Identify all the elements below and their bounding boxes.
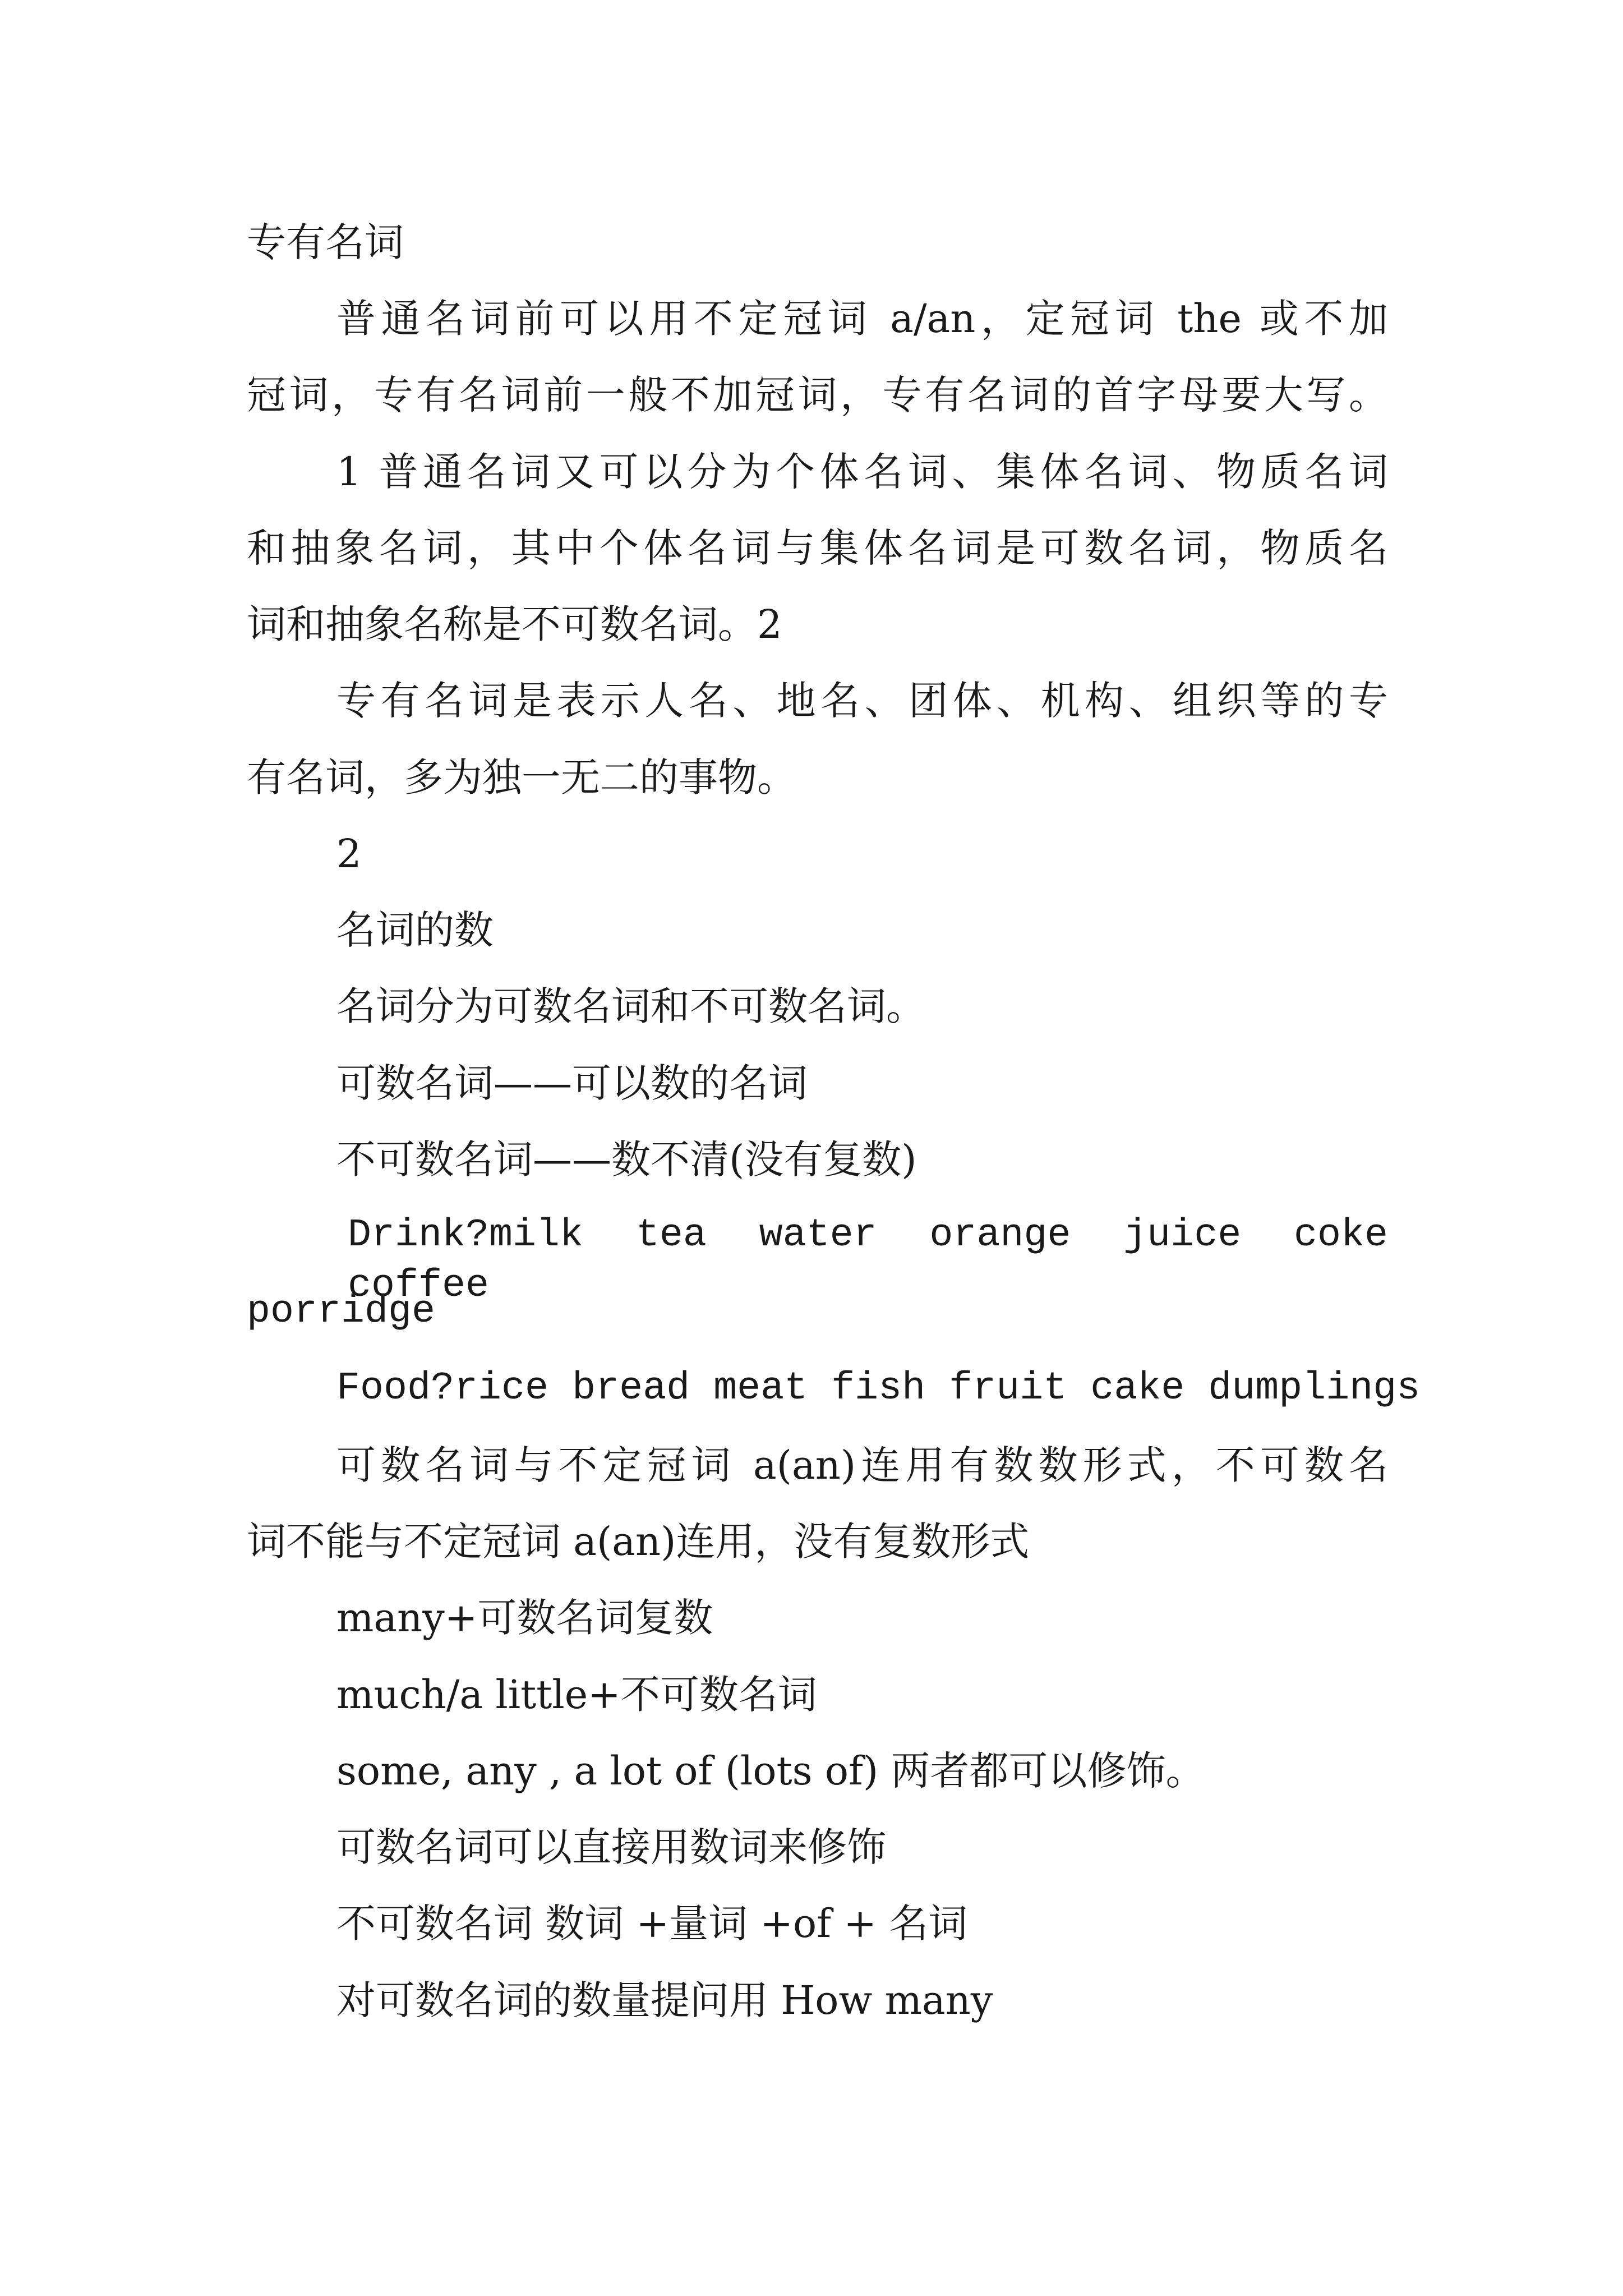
text-line-2: 普通名词前可以用不定冠词 a/an，定冠词 the 或不加 bbox=[336, 296, 1388, 342]
text-line-19: many+可数名词复数 bbox=[336, 1595, 713, 1641]
text-line-24: 对可数名词的数量提问用 How many bbox=[336, 1977, 993, 2023]
text-line-21: some, any , a lot of (lots of) 两者都可以修饰。 bbox=[336, 1748, 1205, 1794]
text-line-17: 可数名词与不定冠词 a(an)连用有数数形式，不可数名 bbox=[336, 1442, 1388, 1488]
text-line-20: much/a little+不可数名词 bbox=[336, 1672, 817, 1718]
text-line-11: 名词分为可数名词和不可数名词。 bbox=[336, 983, 925, 1029]
text-line-16: Food?rice bread meat fish fruit cake dumplings bbox=[336, 1366, 1421, 1411]
text-line-5: 和抽象名词，其中个体名词与集体名词是可数名词，物质名 bbox=[247, 525, 1388, 571]
text-line-8: 有名词，多为独一无二的事物。 bbox=[247, 754, 796, 800]
text-line-15: porridge bbox=[247, 1290, 436, 1334]
text-line-12: 可数名词——可以数的名词 bbox=[336, 1060, 808, 1106]
text-line-23: 不可数名词 数词 +量词 +of + 名词 bbox=[336, 1901, 968, 1947]
text-line-1: 专有名词 bbox=[247, 219, 404, 265]
text-line-10: 名词的数 bbox=[336, 907, 494, 953]
text-line-14: Drink?milk tea water orange juice coke coffee bbox=[348, 1213, 1388, 1308]
text-line-22: 可数名词可以直接用数词来修饰 bbox=[336, 1824, 886, 1870]
text-line-6: 词和抽象名称是不可数名词。2 bbox=[247, 601, 782, 647]
text-line-18: 词不能与不定冠词 a(an)连用，没有复数形式 bbox=[247, 1519, 1030, 1565]
text-line-4: 1 普通名词又可以分为个体名词、集体名词、物质名词 bbox=[336, 449, 1388, 495]
text-line-3: 冠词，专有名词前一般不加冠词，专有名词的首字母要大写。 bbox=[247, 372, 1388, 418]
text-line-9: 2 bbox=[336, 831, 362, 877]
text-line-7: 专有名词是表示人名、地名、团体、机构、组织等的专 bbox=[336, 678, 1388, 724]
text-line-13: 不可数名词——数不清(没有复数) bbox=[336, 1137, 917, 1182]
